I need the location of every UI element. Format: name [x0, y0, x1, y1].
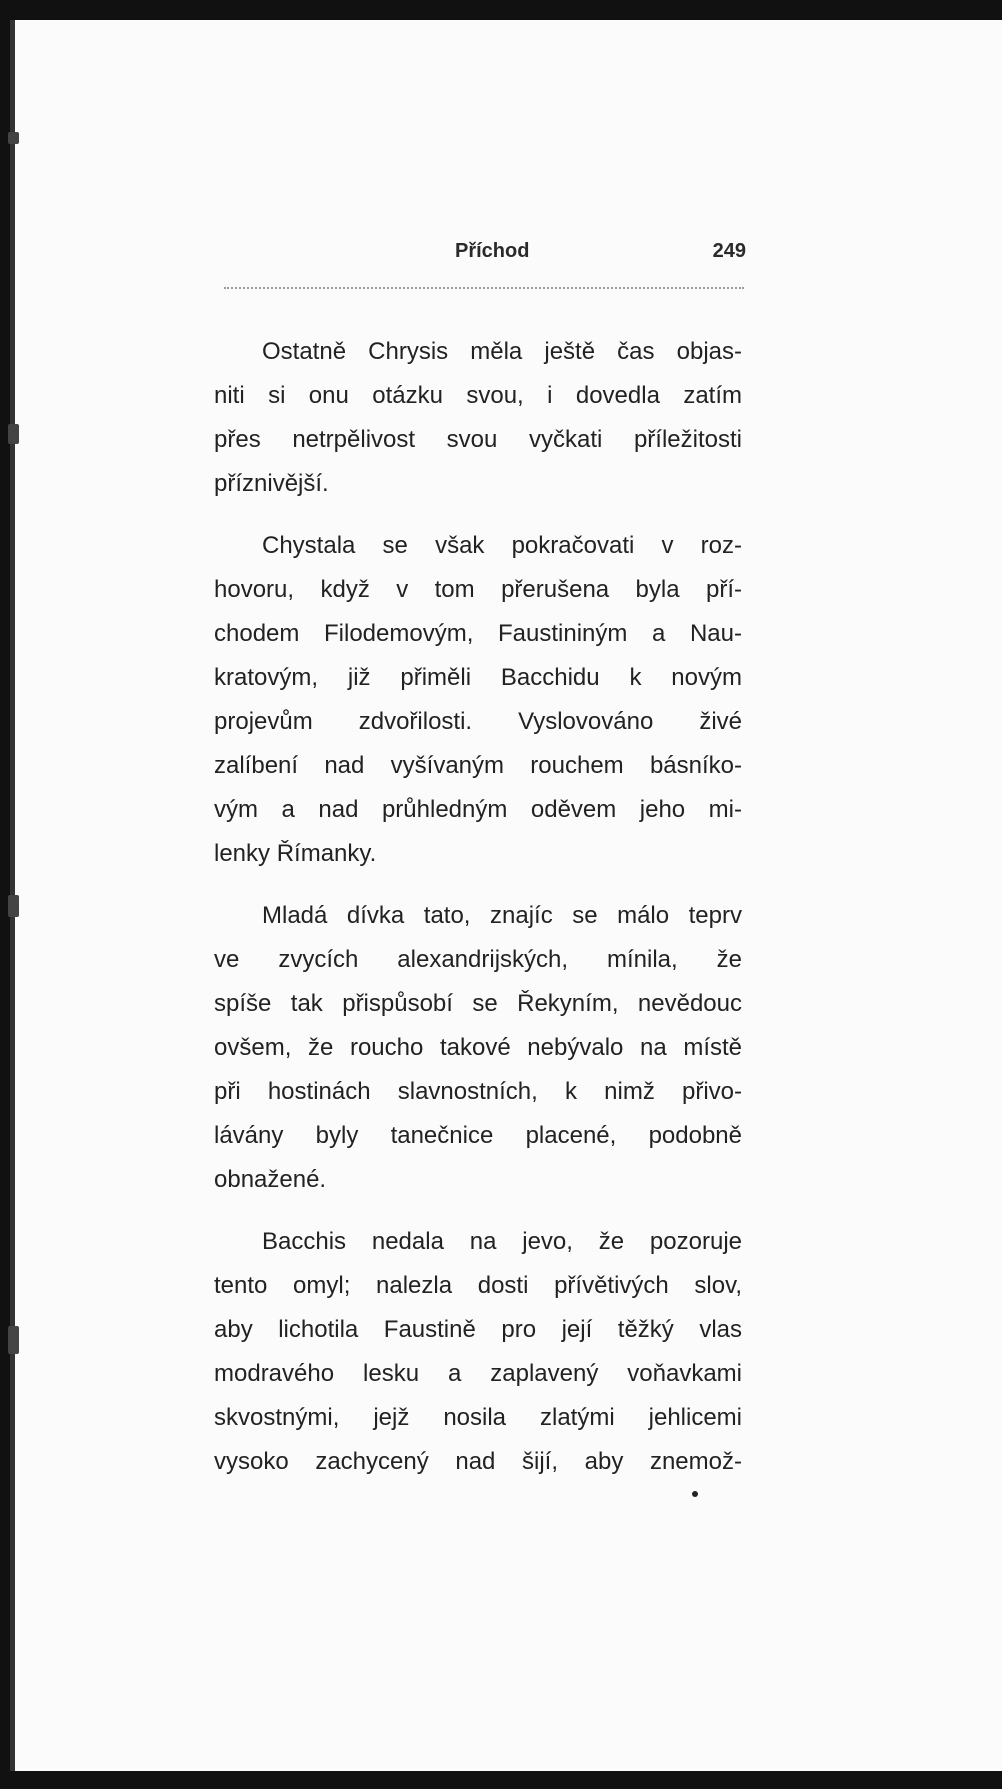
text-line: ovšem, že roucho takové nebývalo na místě [214, 1034, 742, 1061]
text-line: skvostnými, jejž nosila zlatými jehlicemi [214, 1404, 742, 1431]
text-line: spíše tak přispůsobí se Řekyním, nevědouc [214, 990, 742, 1017]
text-line: příznivější. [214, 470, 329, 497]
text-line: obnažené. [214, 1166, 327, 1193]
binding-mark [8, 424, 19, 444]
page-header [218, 236, 763, 266]
text-line: aby lichotila Faustině pro její těžký vlas [214, 1316, 742, 1343]
text-line: lenky Římanky. [214, 840, 377, 867]
text-line: vysoko zachycený nad šijí, aby znemož- [214, 1448, 742, 1475]
text-line: přes netrpělivost svou vyčkati příležitosti [214, 426, 742, 453]
running-title: Příchod [455, 240, 530, 262]
page-number: 249 [712, 240, 746, 262]
text-line: projevům zdvořilosti. Vyslovováno živé [214, 708, 742, 735]
signature-dot [692, 1491, 698, 1497]
paragraph-4 [214, 1220, 742, 1484]
text-line: tento omyl; nalezla dosti přívětivých slov, [214, 1272, 742, 1299]
paragraph-3 [214, 894, 742, 1202]
text-line: chodem Filodemovým, Faustininým a Nau- [214, 620, 742, 647]
text-line: lávány byly tanečnice placené, podobně [214, 1122, 742, 1149]
text-line: Bacchis nedala na jevo, že pozoruje [262, 1228, 742, 1255]
text-line: při hostinách slavnostních, k nimž přivo- [214, 1078, 742, 1105]
binding-mark [8, 1326, 19, 1354]
text-line: Mladá dívka tato, znajíc se málo teprv [262, 902, 742, 929]
header-rule [224, 287, 744, 289]
text-line: ve zvycích alexandrijských, mínila, že [214, 946, 742, 973]
paragraph-1 [214, 330, 742, 506]
paragraph-2 [214, 524, 742, 876]
binding-mark [8, 895, 19, 917]
text-line: vým a nad průhledným oděvem jeho mi- [214, 796, 742, 823]
text-line: hovoru, když v tom přerušena byla pří- [214, 576, 742, 603]
binding-mark [8, 132, 19, 144]
text-line: Chystala se však pokračovati v roz- [262, 532, 742, 559]
text-line: Ostatně Chrysis měla ještě čas objas- [262, 338, 742, 365]
text-line: niti si onu otázku svou, i dovedla zatím [214, 382, 742, 409]
body-text [214, 330, 742, 1502]
text-line: modravého lesku a zaplavený voňavkami [214, 1360, 742, 1387]
text-line: zalíbení nad vyšívaným rouchem básníko- [214, 752, 742, 779]
text-line: kratovým, již přiměli Bacchidu k novým [214, 664, 742, 691]
